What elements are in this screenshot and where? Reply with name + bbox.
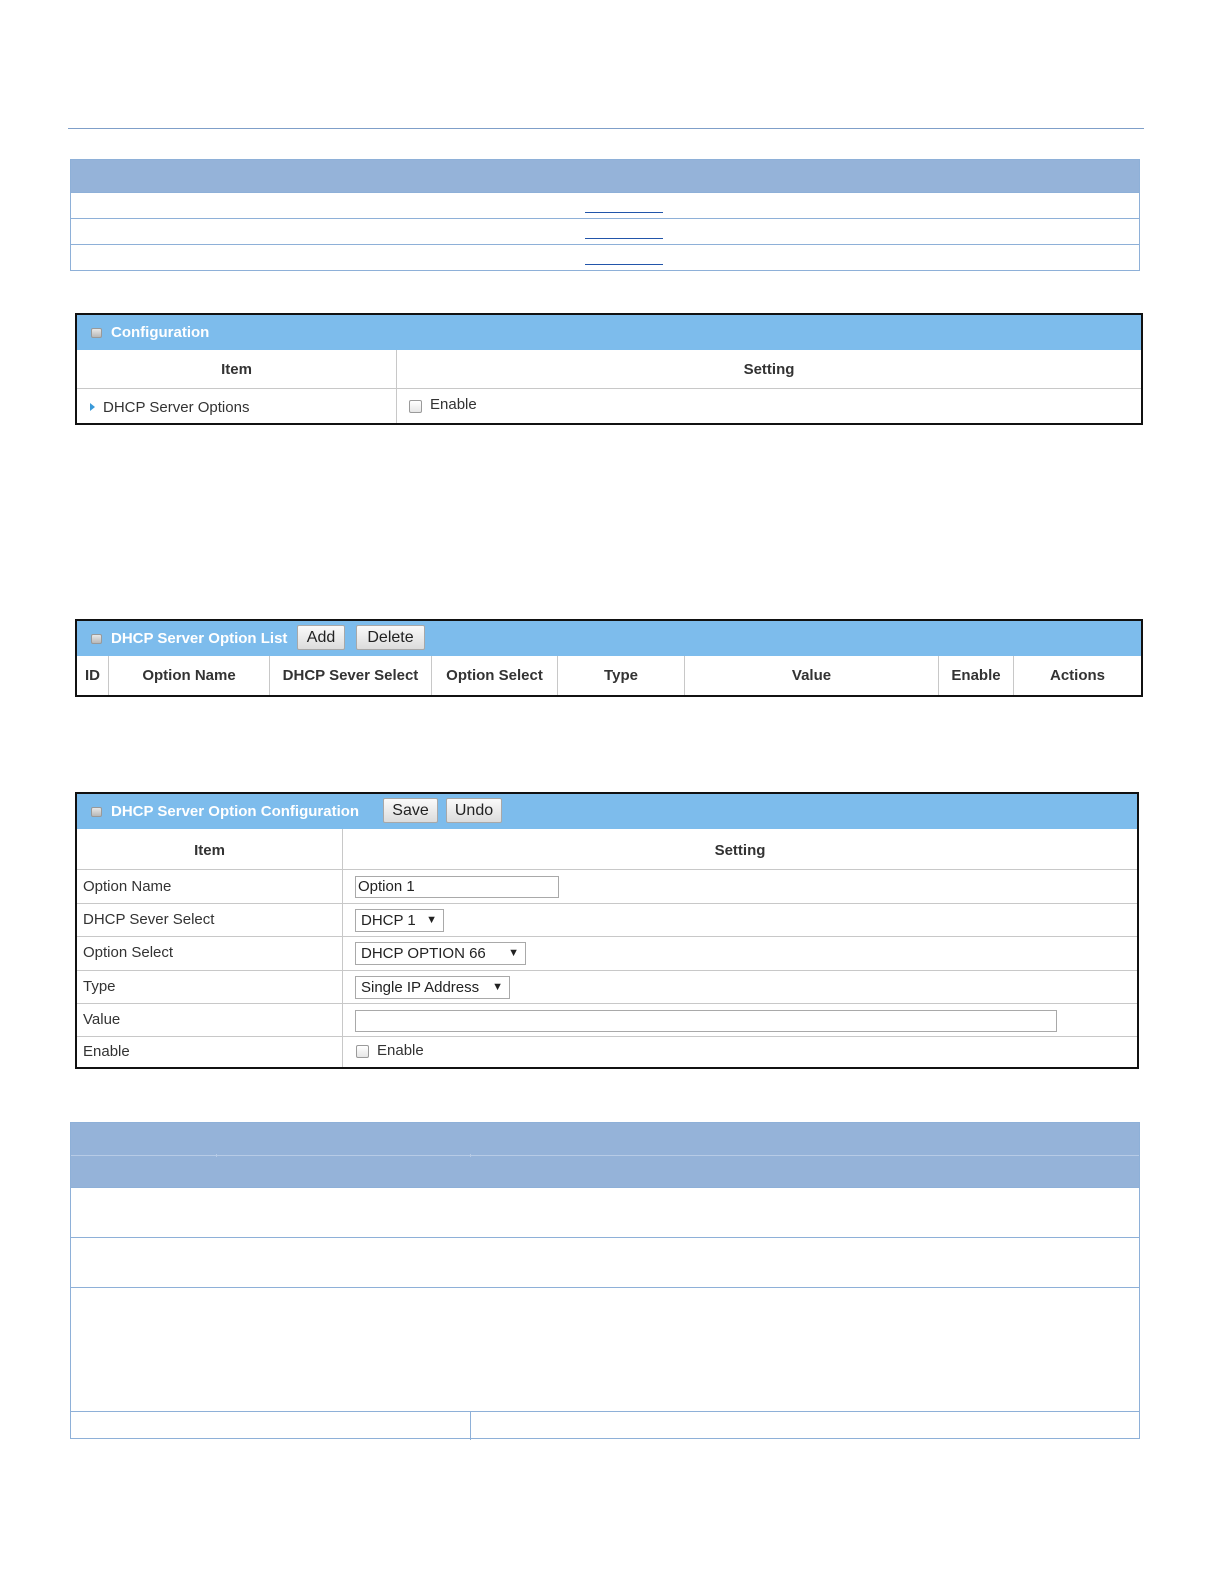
value-input[interactable] [355,1010,1057,1032]
column-header-dhcp-server-select: DHCP Sever Select [282,667,419,684]
option-select-dropdown[interactable] [355,942,526,965]
option-select-label: Option Select [83,944,174,961]
configuration-panel [75,313,1143,425]
column-header-enable: Enable [951,667,1001,684]
option-select-value: DHCP OPTION 66 [361,945,486,962]
column-header-setting: Setting [743,361,795,378]
type-label: Type [83,978,116,995]
expand-triangle-icon [90,403,95,411]
panel-title: DHCP Server Option Configuration [111,803,360,820]
add-button[interactable]: Add [297,625,345,650]
column-header-type: Type [604,667,638,684]
type-value: Single IP Address [361,979,480,996]
dropdown-arrow-icon: ▼ [508,947,519,959]
dhcp-server-select-value: DHCP 1 [361,912,416,929]
link-underline[interactable] [585,238,663,239]
dhcp-option-config-panel [75,792,1139,1069]
column-header-setting: Setting [714,842,766,859]
undo-button[interactable]: Undo [446,798,502,823]
document-table-1 [70,159,1140,271]
enable-row-label: Enable [83,1043,130,1060]
document-table-2 [70,1122,1140,1439]
document-table-1-row [71,192,1139,218]
link-underline[interactable] [585,264,663,265]
dhcp-server-select-label: DHCP Sever Select [83,911,215,928]
document-table-2-row [71,1411,1139,1439]
type-dropdown[interactable] [355,976,510,999]
document-table-1-row [71,244,1139,270]
dropdown-arrow-icon: ▼ [426,914,437,926]
document-table-1-row [71,218,1139,244]
document-table-2-subheader [71,1155,1139,1187]
option-enable-checkbox[interactable] [356,1045,369,1058]
panel-bullet-icon [91,328,102,338]
panel-bullet-icon [91,634,102,644]
option-name-label: Option Name [83,878,172,895]
document-table-2-row [71,1287,1139,1411]
column-header-actions: Actions [1049,667,1105,684]
column-header-item: Item [194,842,225,859]
row-label-dhcp-server-options: DHCP Server Options [103,399,250,416]
document-table-2-row [71,1187,1139,1237]
column-header-id: ID [85,667,100,684]
document-table-2-header [71,1123,1139,1155]
panel-title: Configuration [111,324,210,341]
column-header-option-select: Option Select [446,667,543,684]
dhcp-server-options-enable-checkbox[interactable] [409,400,422,413]
column-header-option-name: Option Name [142,667,236,684]
panel-title: DHCP Server Option List [111,630,288,647]
dhcp-option-list-panel [75,619,1143,697]
document-table-1-header [71,160,1139,192]
document-table-2-row [71,1237,1139,1287]
option-config-header [77,794,1137,829]
dhcp-server-select-dropdown[interactable] [355,909,444,932]
configuration-panel-header [77,315,1141,350]
delete-button[interactable]: Delete [356,625,425,650]
option-name-input[interactable]: Option 1 [355,876,559,898]
save-button[interactable]: Save [383,798,438,823]
link-underline[interactable] [585,212,663,213]
panel-bullet-icon [91,807,102,817]
column-header-item: Item [221,361,252,378]
value-label: Value [83,1011,121,1028]
enable-label: Enable [430,396,477,413]
dropdown-arrow-icon: ▼ [492,981,503,993]
column-header-value: Value [791,667,832,684]
option-list-header [77,621,1141,656]
top-divider [68,128,1144,129]
option-enable-checkbox-label: Enable [377,1042,424,1059]
